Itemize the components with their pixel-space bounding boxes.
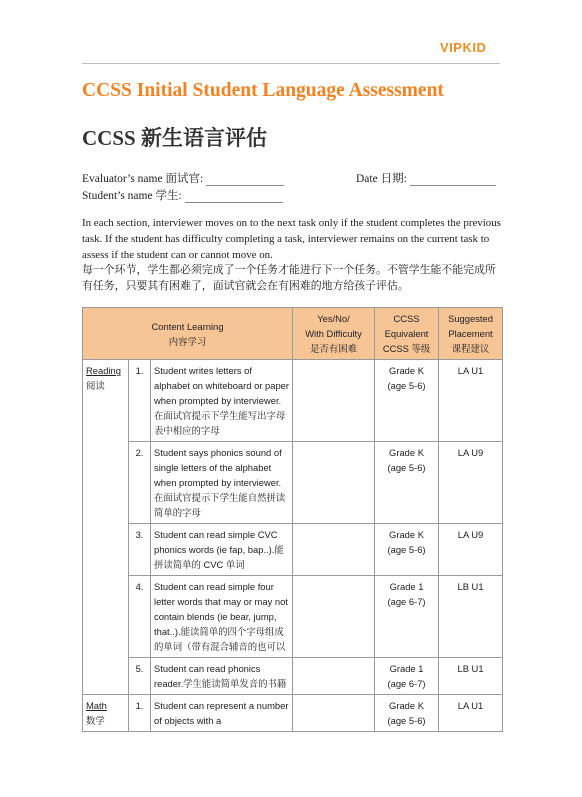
placement: LA U1 [439,360,503,442]
task-number: 1. [129,360,151,442]
instructions-chinese: 每一个环节，学生都必须完成了一个任务才能进行下一个任务。不管学生能不能完成所有任务，只要其有困难了，面试官就会在有困难的地方给孩子评估。 [82,264,496,293]
subject-reading: Reading 阅读 [83,360,129,695]
assessment-table [82,307,503,732]
ccss-grade: Grade 1 (age 6-7) [375,576,439,658]
evaluator-input-line[interactable] [206,173,284,186]
ccss-grade: Grade K (age 5-6) [375,524,439,576]
table-row [83,695,503,732]
yes-no-cell[interactable] [293,524,375,576]
task-description: Student can read simple CVC phonics words (ie fap, bap..).能拼读简单的 CVC 单词 [151,524,293,576]
instructions-english: In each section, interviewer moves on to the next task only if the student completes the previous task. If the student has difficulty completing a task, interviewer remains on the current task to assess if the student can or cannot move on. [82,217,501,261]
yes-no-cell[interactable] [293,442,375,524]
task-number: 1. [129,695,151,732]
ccss-grade: Grade 1 (age 6-7) [375,658,439,695]
table-header-row [83,308,503,360]
task-description: Student writes letters of alphabet on whiteboard or paper when prompted by interviewer.在面试官提示下学生能写出字母表中相应的字母 [151,360,293,442]
ccss-grade: Grade K (age 5-6) [375,442,439,524]
header-divider [82,63,500,64]
header-ccss-equivalent: CCSS Equivalent CCSS 等级 [375,308,439,360]
header-yes-no: Yes/No/ With Difficulty 是否有困难 [293,308,375,360]
task-number: 4. [129,576,151,658]
table-row [83,442,503,524]
yes-no-cell[interactable] [293,360,375,442]
instructions [82,216,502,295]
date-label: Date 日期: [356,173,407,185]
task-description: Student can represent a number of objects with a [151,695,293,732]
task-description: Student says phonics sound of single letters of the alphabet when prompted by interviewer.在面试官提示下学生能自然拼读简单的字母 [151,442,293,524]
task-number: 2. [129,442,151,524]
yes-no-cell[interactable] [293,695,375,732]
title-chinese: CCSS 新生语言评估 [82,126,267,150]
header-suggested-placement: Suggested Placement 课程建议 [439,308,503,360]
date-input-line[interactable] [410,173,496,186]
vipkid-logo: VIPKID [440,40,487,55]
table-row [83,360,503,442]
placement: LB U1 [439,658,503,695]
subject-math: Math 数学 [83,695,129,732]
table-row [83,524,503,576]
student-label: Student’s name 学生: [82,190,182,202]
placement: LA U9 [439,524,503,576]
placement: LA U1 [439,695,503,732]
ccss-grade: Grade K (age 5-6) [375,695,439,732]
title-english: CCSS Initial Student Language Assessment [82,80,444,101]
table-row [83,576,503,658]
task-description: Student can read simple four letter words that may or may not contain blends (ie bear, jump, that..).能读简单的四个字母组成的单词（带有混合辅音的也可以 [151,576,293,658]
task-number: 3. [129,524,151,576]
evaluator-label: Evaluator’s name 面试官: [82,173,204,185]
student-field [82,187,283,203]
evaluator-field [82,170,284,186]
header-content-learning: Content Learning 内容学习 [83,308,293,360]
task-description: Student can read phonics reader.学生能读简单发音的书籍 [151,658,293,695]
table-row [83,658,503,695]
placement: LB U1 [439,576,503,658]
placement: LA U9 [439,442,503,524]
student-input-line[interactable] [185,190,283,203]
task-number: 5. [129,658,151,695]
yes-no-cell[interactable] [293,576,375,658]
yes-no-cell[interactable] [293,658,375,695]
date-field [356,170,496,186]
ccss-grade: Grade K (age 5-6) [375,360,439,442]
